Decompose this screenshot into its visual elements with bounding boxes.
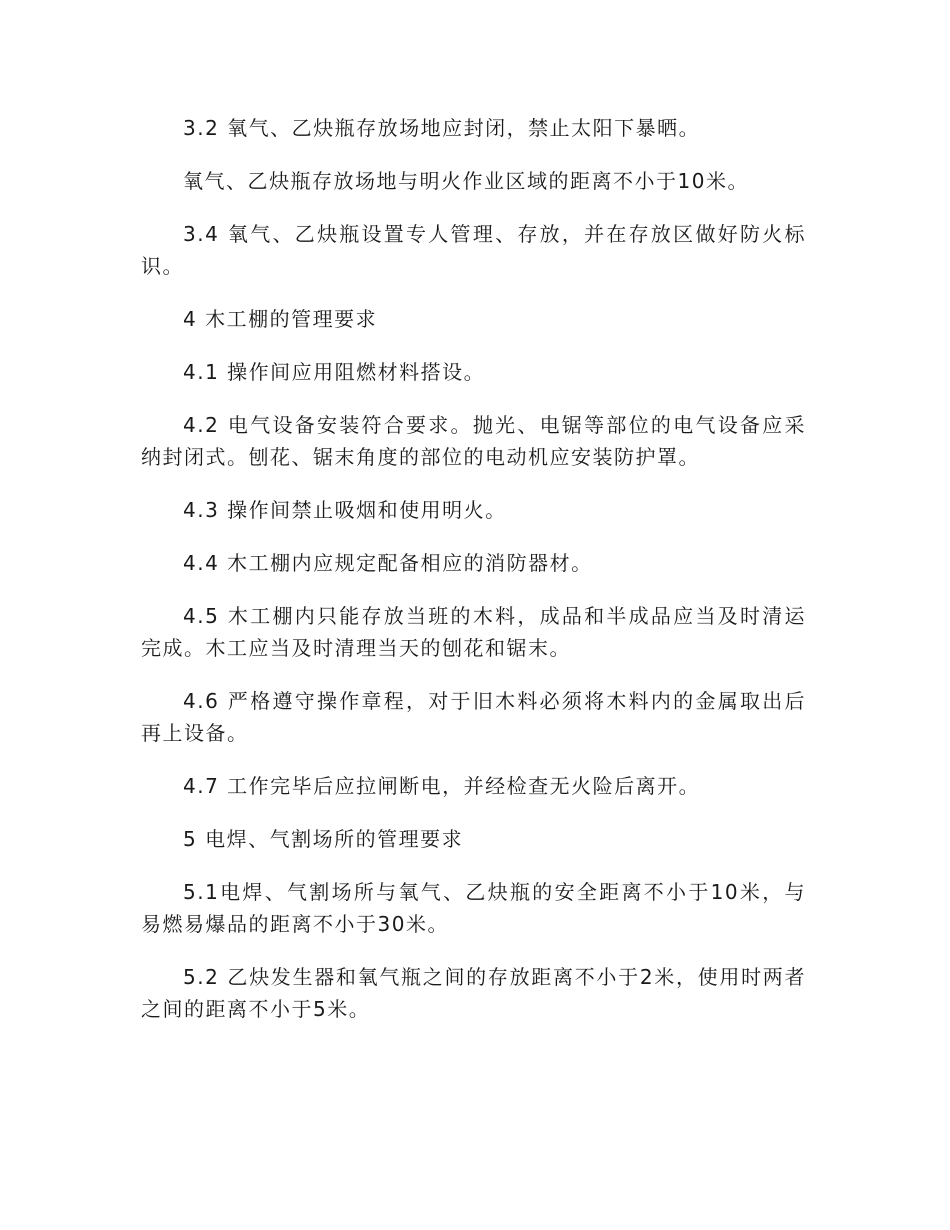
paragraph-5-2: 5.2 乙炔发生器和氧气瓶之间的存放距离不小于2米，使用时两者之间的距离不小于5米。 bbox=[141, 965, 806, 1021]
paragraph-4-6: 4.6 严格遵守操作章程，对于旧木料必须将木料内的金属取出后再上设备。 bbox=[141, 689, 806, 745]
paragraph-3-3: 氧气、乙炔瓶存放场地与明火作业区域的距离不小于10米。 bbox=[183, 169, 749, 193]
paragraph-4-5: 4.5 木工棚内只能存放当班的木料，成品和半成品应当及时清运完成。木工应当及时清理当天的刨花和锯末。 bbox=[141, 604, 806, 660]
paragraph-4-4: 4.4 木工棚内应规定配备相应的消防器材。 bbox=[183, 551, 593, 575]
paragraph-4-3: 4.3 操作间禁止吸烟和使用明火。 bbox=[183, 498, 507, 522]
paragraph-3-4: 3.4 氧气、乙炔瓶设置专人管理、存放，并在存放区做好防火标识。 bbox=[141, 222, 806, 278]
section-heading-4: 4 木工棚的管理要求 bbox=[183, 307, 378, 331]
paragraph-5-1: 5.1电焊、气割场所与氧气、乙炔瓶的安全距离不小于10米，与易燃易爆品的距离不小于30米。 bbox=[141, 880, 806, 936]
section-heading-5: 5 电焊、气割场所的管理要求 bbox=[183, 827, 464, 851]
paragraph-4-2: 4.2 电气设备安装符合要求。抛光、电锯等部位的电气设备应采纳封闭式。刨花、锯末角度的部位的电动机应安装防护罩。 bbox=[141, 413, 806, 469]
paragraph-3-2: 3.2 氧气、乙炔瓶存放场地应封闭，禁止太阳下暴晒。 bbox=[183, 116, 701, 140]
paragraph-4-7: 4.7 工作完毕后应拉闸断电，并经检查无火险后离开。 bbox=[183, 774, 701, 798]
document-body bbox=[141, 112, 806, 1046]
paragraph-4-1: 4.1 操作间应用阻燃材料搭设。 bbox=[183, 360, 486, 384]
